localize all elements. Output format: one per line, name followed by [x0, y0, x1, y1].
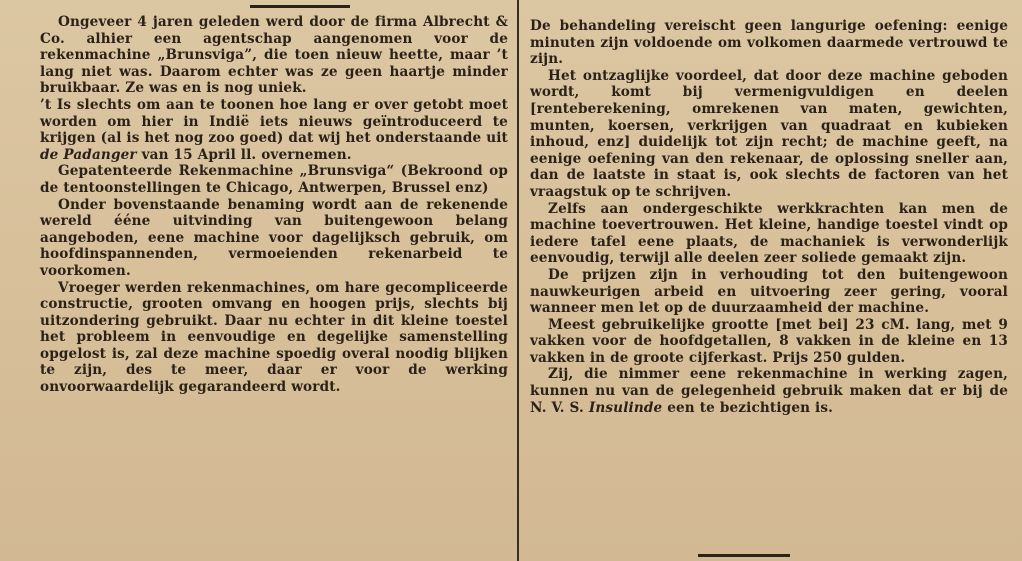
right-column: [518, 0, 1022, 561]
paragraph-right-4: De prijzen zijn in verhouding tot den buitengewoon nauwkeurigen arbeid en uitvoering zeer gering, vooral wanneer men let op de duurzaamheid der machine.: [530, 266, 1008, 317]
paragraph-left-2-text-b: van 15 April ll. overnemen.: [136, 146, 352, 163]
paragraph-right-2: Het ontzaglijke voordeel, dat door deze machine geboden wordt, komt bij vermenigvuldigen en deelen [renteberekening, omrekenen van maten, gewichten, munten, koersen, verkrijgen van quadraat en kubieken inhoud, enz] duidelijk tot zijn recht; de machine geeft, na eenige oefening van den rekenaar, de oplossing sneller aan, dan de laatste in staat is, ook slechts de factoren van het vraagstuk op te schrijven.: [530, 67, 1008, 200]
paragraph-right-5: Meest gebruikelijke grootte [met bei] 23 cM. lang, met 9 vakken voor de hoofdgetallen, 8 vakken in de kleine en 13 vakken in de groote cijferkast. Prijs 250 gulden.: [530, 316, 1008, 366]
paragraph-left-5: Vroeger werden rekenmachines, om hare gecompliceerde constructie, grooten omvang en hoogen prijs, slechts bij uitzondering gebruikt. Daar nu echter in dit kleine toestel het probleem in eenvoudige en degelijke samenstelling opgelost is, zal deze machine spoedig overal noodig blijken te zijn, des te meer, daar er voor de werking onvoorwaardelijk gegarandeerd wordt.: [40, 279, 508, 396]
paragraph-left-2: [40, 97, 508, 163]
company-name-insulinde: Insulinde: [588, 399, 663, 416]
paragraph-left-4: Onder bovenstaande benaming wordt aan de rekenende wereld ééne uitvinding van buitengewoon belang aangeboden, eene machine voor dagelijksch gebruik, om hoofdinspannenden, vermoeienden rekenarbeid te voorkomen.: [40, 196, 508, 279]
paragraph-right-6-text-a: Zij, die nimmer eene rekenmachine in werking zagen, kunnen nu van de gelegenheid gebruik maken dat er bij de N. V. S.: [530, 366, 1008, 416]
paragraph-left-2-text-a: ’t Is slechts om aan te toonen hoe lang er over getobt moet worden om hier in Indië iets nieuws geïntroduceerd te krijgen (al is het nog zoo goed) dat wij het onderstaande uit: [40, 96, 508, 147]
paragraph-right-6: [530, 366, 1008, 416]
newspaper-name-padanger: de Padanger: [40, 146, 137, 163]
paragraph-left-1: Ongeveer 4 jaren geleden werd door de firma Albrecht & Co. alhier een agentschap aangenomen voor de rekenmachine „Brunsviga”, die toen nieuw heette, maar ’t lang niet was. Daarom echter was ze geen haartje minder bruikbaar. Ze was en is nog uniek.: [40, 14, 508, 97]
paragraph-left-3: Gepatenteerde Rekenmachine „Brunsviga“ (Bekroond op de tentoonstellingen te Chicago, Antwerpen, Brussel enz): [40, 163, 508, 196]
paragraph-right-1: De behandeling vereischt geen langurige oefening: eenige minuten zijn voldoende om volkomen daarmede vertrouwd te zijn.: [530, 18, 1008, 68]
bottom-rule: [698, 554, 790, 557]
paragraph-right-6-text-b: een te bezichtigen is.: [662, 399, 834, 416]
paragraph-right-3: Zelfs aan ondergeschikte werkkrachten kan men de machine toevertrouwen. Het kleine, handige toestel vindt op iedere tafel eene plaats, de machaniek is verwonderlijk eenvoudig, terwijl alle deelen zeer soliede gemaakt zijn.: [530, 200, 1008, 267]
